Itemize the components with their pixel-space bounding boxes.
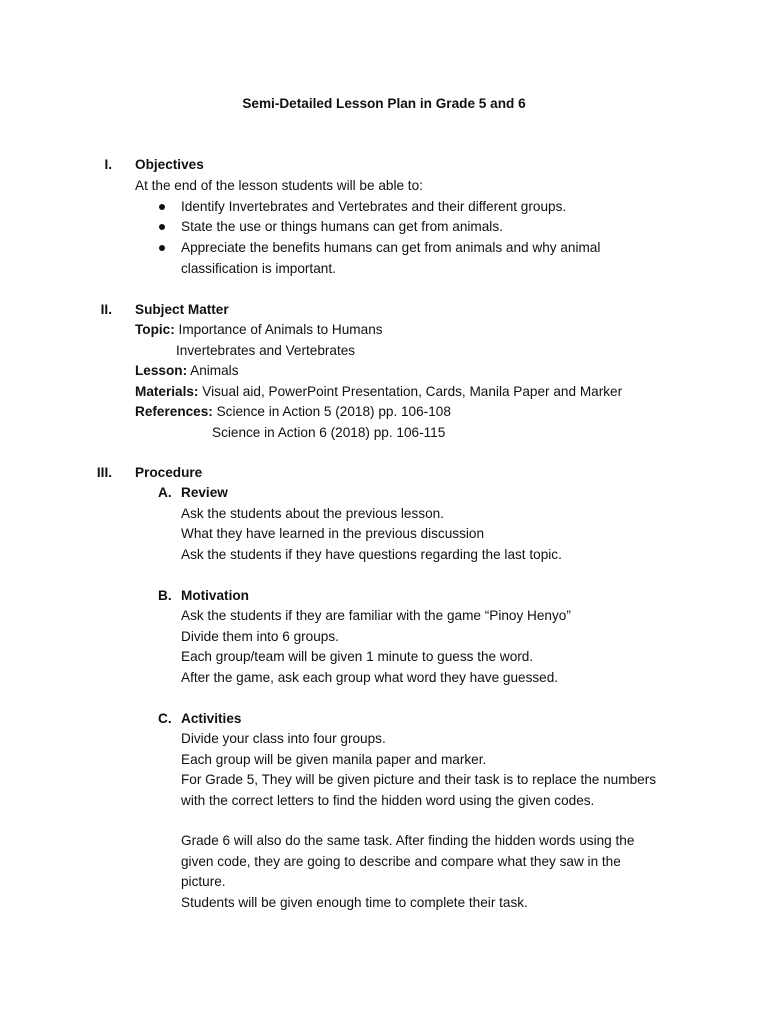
bullet-icon — [159, 204, 165, 210]
subsection-letter-activities: C. — [158, 711, 172, 726]
topic-value: Importance of Animals to Humans — [178, 322, 383, 337]
activities-line: picture. — [181, 874, 226, 889]
topic-row — [135, 320, 383, 340]
activities-line: Grade 6 will also do the same task. After finding the hidden words using the — [181, 833, 635, 848]
bullet-icon — [159, 245, 165, 251]
section-numeral-procedure: III. — [96, 465, 112, 480]
topic-value-continued: Invertebrates and Vertebrates — [176, 343, 356, 358]
activities-line: Each group will be given manila paper and marker. — [181, 752, 487, 767]
review-line: Ask the students if they have questions regarding the last topic. — [181, 547, 562, 562]
activities-line: given code, they are going to describe and compare what they saw in the — [181, 854, 621, 869]
lesson-row — [135, 361, 239, 381]
subsection-heading-motivation: Motivation — [181, 588, 249, 603]
materials-row — [135, 382, 622, 402]
objective-item: Appreciate the benefits humans can get from animals and why animal — [181, 240, 601, 255]
bullet-icon — [159, 224, 165, 230]
section-heading-subject-matter: Subject Matter — [135, 302, 229, 317]
motivation-line: Each group/team will be given 1 minute to guess the word. — [181, 649, 534, 664]
references-label: References: — [135, 404, 213, 419]
motivation-line: After the game, ask each group what word they have guessed. — [181, 670, 559, 685]
activities-line: Divide your class into four groups. — [181, 731, 386, 746]
review-line: What they have learned in the previous discussion — [181, 526, 485, 541]
lesson-label: Lesson: — [135, 363, 188, 378]
references-value-continued: Science in Action 6 (2018) pp. 106-115 — [212, 425, 446, 440]
references-value: Science in Action 5 (2018) pp. 106-108 — [216, 404, 451, 419]
subsection-heading-activities: Activities — [181, 711, 242, 726]
motivation-line: Ask the students if they are familiar with the game “Pinoy Henyo” — [181, 608, 571, 623]
lesson-value: Animals — [190, 363, 239, 378]
activities-line: For Grade 5, They will be given picture and their task is to replace the numbers — [181, 772, 657, 787]
section-heading-objectives: Objectives — [135, 157, 204, 172]
review-line: Ask the students about the previous lesson. — [181, 506, 444, 521]
section-numeral-objectives: I. — [104, 157, 112, 172]
section-numeral-subject-matter: II. — [100, 302, 112, 317]
section-heading-procedure: Procedure — [135, 465, 203, 480]
motivation-line: Divide them into 6 groups. — [181, 629, 339, 644]
objective-item: State the use or things humans can get from animals. — [181, 219, 503, 234]
activities-line: with the correct letters to find the hidden word using the given codes. — [181, 793, 595, 808]
objective-item-continued: classification is important. — [181, 261, 336, 276]
subsection-heading-review: Review — [181, 485, 228, 500]
document-title: Semi-Detailed Lesson Plan in Grade 5 and 6 — [242, 96, 526, 111]
references-row — [135, 402, 451, 422]
objectives-intro: At the end of the lesson students will be able to: — [135, 178, 423, 193]
subsection-letter-motivation: B. — [158, 588, 172, 603]
topic-label: Topic: — [135, 322, 175, 337]
subsection-letter-review: A. — [158, 485, 172, 500]
materials-value: Visual aid, PowerPoint Presentation, Cards, Manila Paper and Marker — [202, 384, 623, 399]
activities-line: Students will be given enough time to complete their task. — [181, 895, 528, 910]
materials-label: Materials: — [135, 384, 199, 399]
objective-item: Identify Invertebrates and Vertebrates and their different groups. — [181, 199, 567, 214]
